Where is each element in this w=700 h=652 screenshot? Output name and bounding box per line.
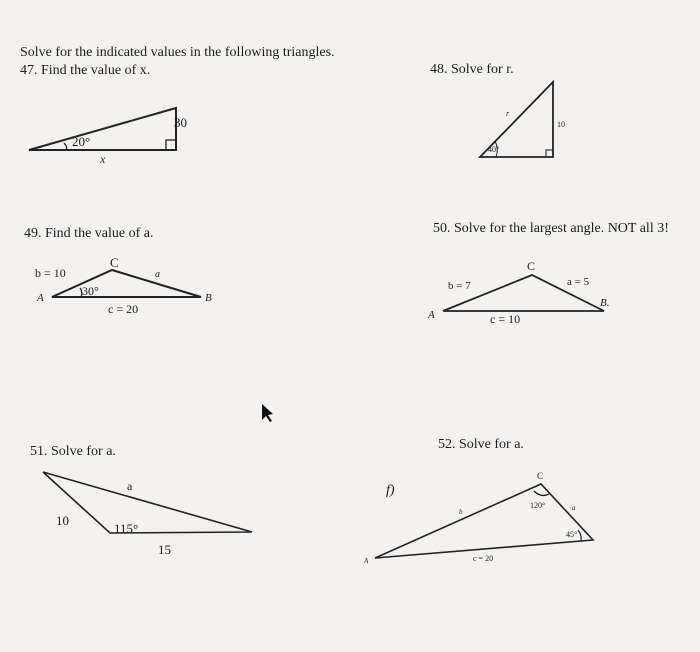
p48-angle-label: 40° bbox=[488, 145, 500, 154]
p52-vertex-A: A bbox=[364, 557, 369, 565]
p47-side-label: 30 bbox=[174, 115, 187, 130]
p48-unknown-label: r bbox=[506, 109, 510, 118]
p49-vertex-B: B bbox=[205, 292, 212, 304]
p50-side-a: a = 5 bbox=[567, 276, 590, 288]
problem-51-title: 51. Solve for a. bbox=[30, 444, 116, 459]
p51-angle-label: 115° bbox=[114, 521, 139, 536]
p49-side-c: c = 20 bbox=[108, 302, 139, 316]
p49-vertex-C: C bbox=[110, 255, 119, 270]
p52-side-b: b bbox=[459, 508, 463, 516]
triangle-47 bbox=[29, 108, 187, 166]
instructions-heading: Solve for the indicated values in the following triangles. bbox=[20, 45, 335, 60]
problem-47-title: 47. Find the value of x. bbox=[20, 63, 151, 78]
p50-side-c: c = 10 bbox=[490, 312, 521, 326]
p49-side-a: a bbox=[155, 269, 160, 280]
p50-vertex-A: A bbox=[428, 309, 435, 321]
p52-side-c: c = 20 bbox=[473, 554, 494, 563]
problem-50-title: 50. Solve for the largest angle. NOT all 3! bbox=[433, 221, 669, 236]
triangle-50 bbox=[427, 259, 609, 326]
triangle-52 bbox=[363, 471, 593, 565]
p50-vertex-B: B. bbox=[600, 297, 610, 309]
triangle-51 bbox=[43, 472, 252, 557]
p50-side-b: b = 7 bbox=[448, 280, 471, 292]
p49-side-b: b = 10 bbox=[35, 266, 66, 280]
p49-angle-label: 30° bbox=[82, 284, 99, 298]
p51-side-a: a bbox=[127, 479, 133, 493]
problem-52-title: 52. Solve for a. bbox=[438, 437, 524, 452]
triangle-49 bbox=[35, 255, 212, 316]
p48-side-label: 10 bbox=[557, 120, 565, 129]
p52-mark: f) bbox=[386, 483, 395, 498]
p47-angle-label: 20° bbox=[72, 134, 91, 149]
p47-unknown-label: x bbox=[100, 152, 106, 166]
mouse-cursor-icon bbox=[262, 404, 273, 422]
p52-angle-B: 45° bbox=[566, 530, 578, 539]
p51-side-b: 10 bbox=[56, 513, 69, 528]
p51-side-c: 15 bbox=[158, 542, 171, 557]
problem-48-title: 48. Solve for r. bbox=[430, 62, 514, 77]
p52-vertex-C: C bbox=[537, 471, 544, 481]
p52-angle-C: 120° bbox=[530, 501, 546, 510]
triangle-48 bbox=[480, 82, 565, 157]
p50-vertex-C: C bbox=[527, 259, 536, 273]
problem-49-title: 49. Find the value of a. bbox=[24, 226, 154, 241]
p49-vertex-A: A bbox=[37, 292, 44, 304]
p52-side-a: a bbox=[572, 504, 576, 512]
